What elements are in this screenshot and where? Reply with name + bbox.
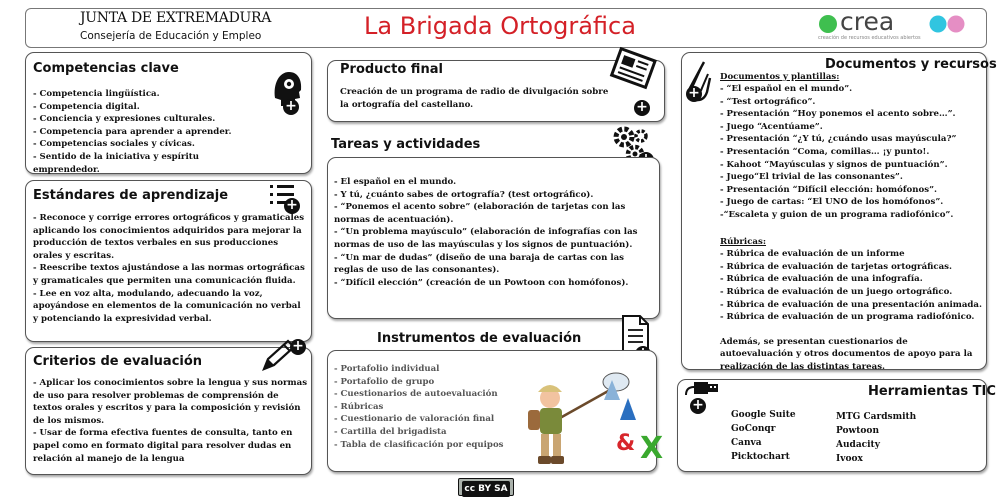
instrumento-item: - Cuestionario de valoración final <box>334 414 495 425</box>
rubrica-item: - Rúbrica de evaluación de un informe <box>720 249 905 260</box>
rubrica-item: - Rúbrica de evaluación de tarjetas ortográficas. <box>720 261 953 272</box>
page-title: La Brigada Ortográfica <box>364 12 636 40</box>
competencia-item: - Conciencia y expresiones culturales. <box>33 114 216 125</box>
instrumento-item: - Cuestionarios de autoevaluación <box>334 389 498 400</box>
instrumentos-title: Instrumentos de evaluación <box>377 331 582 346</box>
rubricas-list <box>720 248 982 324</box>
tarea-item: - Y tú, ¿cuánto sabes de ortografía? (test ortográfico). <box>334 189 594 200</box>
competencias-title: Competencias clave <box>33 61 179 76</box>
competencia-item: - Competencia para aprender a aprender. <box>33 126 232 137</box>
herramientas-title: Herramientas TIC <box>868 384 996 399</box>
criterio-item: - Aplicar los conocimientos sobre la lengua y sus normas de uso para resolver problemas de comprensión de textos orales y escritos y para la composición y revisión de los mismos. <box>33 378 308 426</box>
instrumento-item: - Tabla de clasificación por equipos <box>334 439 504 450</box>
plantilla-item: -“Escaleta y guion de un programa radiofónico”. <box>720 209 954 220</box>
plantillas-list <box>720 83 982 222</box>
newspaper-icon <box>607 46 659 92</box>
herramientas-plus-icon[interactable]: + <box>690 398 706 414</box>
tic-column-2 <box>836 410 916 466</box>
estandar-item: - Lee en voz alta, modulando, adecuando la voz, apoyándose en elementos de la comunicación no verbal y potenciando la expresividad verbal. <box>33 288 301 324</box>
tic-tool-item: MTG Cardsmith <box>836 412 917 422</box>
estandares-plus-icon[interactable]: + <box>284 198 300 214</box>
tic-tool-item: GoConqr <box>731 424 776 434</box>
instrumento-item: - Portafolio de grupo <box>334 376 435 387</box>
usb-icon <box>684 379 720 399</box>
documentos-title: Documentos y recursos <box>825 57 997 72</box>
plantilla-item: - Juego“El trivial de las consonantes”. <box>720 172 903 183</box>
crea-logo <box>818 7 978 45</box>
criterios-title: Criterios de evaluación <box>33 354 203 369</box>
rubrica-item: - Rúbrica de evaluación de un programa radiofónico. <box>720 312 975 323</box>
tarea-item: - “Difícil elección” (creación de un Powtoon con homófonos). <box>334 277 629 288</box>
instrumento-item: - Rúbricas <box>334 401 384 412</box>
explorer-illustration <box>520 370 670 475</box>
competencias-list <box>33 88 268 176</box>
plantillas-heading: Documentos y plantillas: <box>720 72 840 82</box>
rubricas-heading: Rúbricas: <box>720 236 767 247</box>
cc-license-text: cc BY SA <box>462 481 510 497</box>
rubrica-item: - Rúbrica de evaluación de una infografía. <box>720 274 923 285</box>
estandar-item: - Reescribe textos ajustándose a las normas ortográficas y gramaticales que permiten una comunicación fluida. <box>33 263 305 286</box>
plantilla-item: - Juego de cartas: “El UNO de los homófonos”. <box>720 197 944 208</box>
plantilla-item: - Presentación “Hoy ponemos el acento sobre…”. <box>720 109 956 120</box>
crea-logo-text: crea <box>840 7 895 36</box>
tic-tool-item: Picktochart <box>731 452 790 462</box>
competencia-item: - Sentido de la iniciativa y espíritu emprendedor. <box>33 151 199 175</box>
competencia-item: - Competencias sociales y cívicas. <box>33 139 195 150</box>
tic-tool-item: Audacity <box>836 440 880 450</box>
rubrica-item: - Rúbrica de evaluación de un juego ortográfico. <box>720 286 953 297</box>
producto-text: Creación de un programa de radio de divulgación sobre la ortografía del castellano. <box>340 87 609 110</box>
documentos-plus-icon[interactable]: + <box>686 86 702 102</box>
producto-plus-icon[interactable]: + <box>634 100 650 116</box>
tareas-list <box>334 176 656 289</box>
svg-text:X: X <box>640 431 664 466</box>
plantilla-item: - Presentación “Coma, comillas… ¡y punto!. <box>720 146 930 157</box>
criterio-item: - Usar de forma efectiva fuentes de consulta, tanto en papel como en formato digital para resolver dudas en relación al manejo de la lengua <box>33 428 293 464</box>
org-line-2: Consejería de Educación y Empleo <box>80 30 262 42</box>
org-line-1: JUNTA DE EXTREMADURA <box>80 10 272 26</box>
plantilla-item: - Presentación “¿Y tú, ¿cuándo usas mayúscula?” <box>720 134 957 145</box>
tarea-item: - “Ponemos el acento sobre” (elaboración de tarjetas con las normas de acentuación). <box>334 202 626 225</box>
tic-column-1 <box>731 408 796 464</box>
plantilla-item: - Presentación “Difícil elección: homófonos”. <box>720 184 938 195</box>
criterios-plus-icon[interactable]: + <box>290 339 306 355</box>
plantilla-item: - “Test ortográfico”. <box>720 96 816 107</box>
instrumento-item: - Cartilla del brigadista <box>334 426 447 437</box>
tic-tool-item: Canva <box>731 438 762 448</box>
documentos-footer: Además, se presentan cuestionarios de autoevaluación y otros documentos de apoyo para la realización de las distintas tareas. <box>720 336 973 372</box>
estandares-title: Estándares de aprendizaje <box>33 188 229 203</box>
producto-title: Producto final <box>340 62 443 77</box>
cc-license-badge[interactable] <box>458 478 514 496</box>
competencia-item: - Competencia digital. <box>33 101 140 112</box>
tareas-title: Tareas y actividades <box>331 137 481 152</box>
tic-tool-item: Powtoon <box>836 426 879 436</box>
plantilla-item: - “El español en el mundo”. <box>720 84 853 94</box>
competencia-item: - Competencia lingüística. <box>33 89 160 99</box>
plantilla-item: - Juego “Acentúame”. <box>720 121 823 132</box>
crea-logo-subtitle: creación de recursos educativos abiertos <box>818 35 921 41</box>
tarea-item: - El español en el mundo. <box>334 177 457 187</box>
plantilla-item: - Kahoot “Mayúsculas y signos de puntuación”. <box>720 159 948 170</box>
tic-tool-item: Google Suite <box>731 410 796 420</box>
criterios-list <box>33 377 308 465</box>
documentos-content <box>720 71 982 373</box>
competencias-plus-icon[interactable]: + <box>283 99 299 115</box>
svg-text:&: & <box>616 431 636 456</box>
estandares-list <box>33 212 305 325</box>
instrumento-item: - Portafolio individual <box>334 364 440 374</box>
estandar-item: - Reconoce y corrige errores ortográficos y gramaticales aplicando los conocimientos adquiridos para mejorar la producción de textos verbales en sus producciones orales y escritas. <box>33 213 305 261</box>
tarea-item: - “Un mar de dudas” (diseño de una baraja de cartas con las reglas de uso de las consonantes). <box>334 252 625 276</box>
tic-tool-item: Ivoox <box>836 454 863 464</box>
tarea-item: - “Un problema mayúsculo” (elaboración de infografías con las normas de uso de las mayúsculas y los signos de puntuación). <box>334 227 638 250</box>
rubrica-item: - Rúbrica de evaluación de una presentación animada. <box>720 299 982 310</box>
